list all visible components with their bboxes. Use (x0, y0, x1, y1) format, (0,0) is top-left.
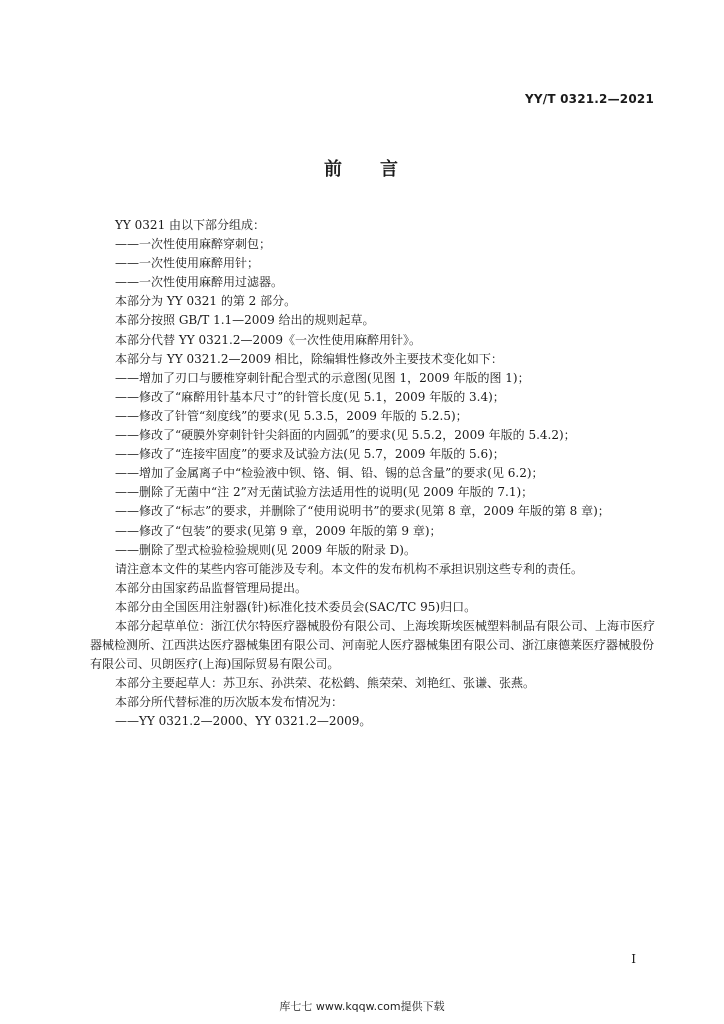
foreword-line: 本部分代替 YY 0321.2—2009《一次性使用麻醉用针》。 (115, 332, 422, 347)
change-item: ——增加了金属离子中“检验液中钡、铬、铜、铅、锡的总含量”的要求(见 6.2)； (115, 466, 544, 481)
proposer-statement: 本部分由国家药品监督管理局提出。 (115, 580, 308, 595)
foreword-line: 本部分与 YY 0321.2—2009 相比，除编辑性修改外主要技术变化如下： (115, 351, 503, 366)
patent-notice: 请注意本文件的某些内容可能涉及专利。本文件的发布机构不承担识别这些专利的责任。 (115, 561, 584, 576)
drafters: 本部分主要起草人：苏卫东、孙洪荣、花松鹤、熊荣荣、刘艳红、张谦、张燕。 (115, 676, 536, 691)
foreword-line: ——一次性使用麻醉用针； (115, 256, 260, 271)
download-footer: 库七七 www.kqqw.com提供下载 (279, 1000, 445, 1013)
change-item: ——修改了“标志”的要求，并删除了“使用说明书”的要求(见第 8 章，2009 年版的第 8 章)； (115, 504, 610, 519)
change-item: ——删除了型式检验检验规则(见 2009 年版的附录 D)。 (115, 542, 416, 557)
foreword-line: 本部分为 YY 0321 的第 2 部分。 (115, 294, 297, 309)
title-char-2: 言 (380, 159, 400, 180)
change-item: ——修改了“麻醉用针基本尺寸”的针管长度(见 5.1，2009 年版的 3.4)； (115, 389, 505, 404)
drafting-units: 本部分起草单位：浙江伏尔特医疗器械股份有限公司、上海埃斯埃医械塑料制品有限公司、上海市医疗器械检测所、江西洪达医疗器械集团有限公司、河南驼人医疗器械集团有限公司、浙江康德莱医疗器械股份有限公司、贝朗医疗(上海)国际贸易有限公司。 (90, 618, 656, 672)
page-title (0, 155, 724, 181)
change-item: ——修改了“连接牢固度”的要求及试验方法(见 5.7，2009 年版的 5.6)； (115, 447, 505, 462)
change-item: ——删除了无菌中“注 2”对无菌试验方法适用性的说明(见 2009 年版的 7.1)； (115, 485, 534, 500)
change-item: ——增加了刃口与腰椎穿刺针配合型式的示意图(见图 1，2009 年版的图 1)； (115, 370, 530, 385)
foreword-line: ——一次性使用麻醉用过滤器。 (115, 275, 284, 290)
change-item: ——修改了针管“刻度线”的要求(见 5.3.5，2009 年版的 5.2.5)； (115, 408, 468, 423)
foreword-line: 本部分按照 GB/T 1.1—2009 给出的规则起草。 (115, 313, 375, 328)
page-number: I (631, 952, 636, 966)
foreword-body (90, 216, 664, 732)
foreword-line: YY 0321 由以下部分组成： (115, 218, 266, 232)
committee-statement: 本部分由全国医用注射器(针)标准化技术委员会(SAC/TC 95)归口。 (115, 599, 477, 614)
standard-code: YY/T 0321.2—2021 (524, 92, 654, 106)
title-char-1: 前 (324, 159, 344, 180)
change-item: ——修改了“硬膜外穿刺针针尖斜面的内圆弧”的要求(见 5.5.2，2009 年版的 5.4.2)； (115, 428, 576, 443)
version-history-heading: 本部分所代替标准的历次版本发布情况为： (115, 695, 344, 710)
foreword-line: ——一次性使用麻醉穿刺包； (115, 237, 272, 252)
version-history-item: ——YY 0321.2—2000、YY 0321.2—2009。 (115, 714, 372, 729)
change-item: ——修改了“包装”的要求(见第 9 章，2009 年版的第 9 章)； (115, 523, 442, 538)
